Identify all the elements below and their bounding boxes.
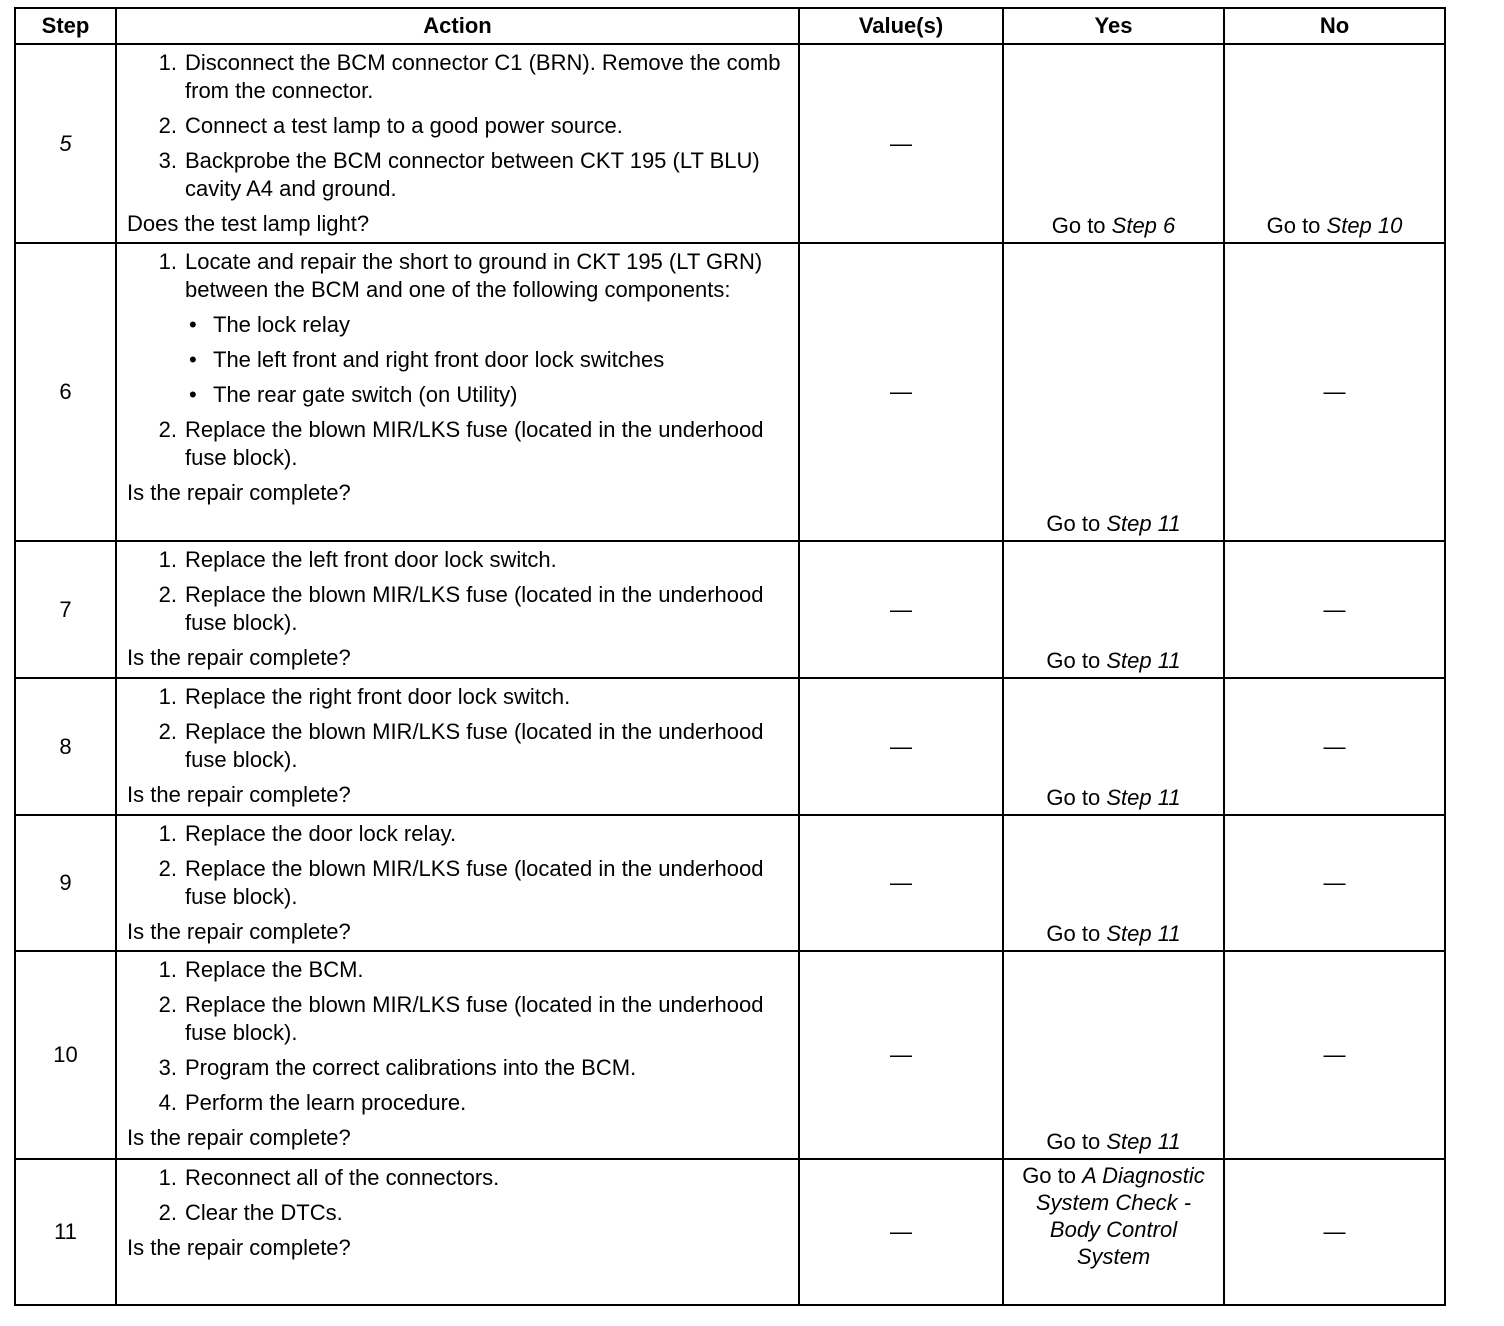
action-item: 1. Reconnect all of the connectors. — [158, 1165, 500, 1190]
action-item: 2. Connect a test lamp to a good power source. — [158, 113, 623, 138]
action-cell — [116, 541, 799, 678]
action-cell — [116, 951, 799, 1159]
action-cell — [116, 243, 799, 541]
yes-cell: Go to Step 11 — [1003, 541, 1224, 678]
yes-link[interactable]: Step 11 — [1106, 785, 1181, 810]
yes-link[interactable]: Step 11 — [1106, 921, 1181, 946]
table-row-step-6 — [15, 243, 1445, 541]
action-question: Is the repair complete? — [127, 645, 351, 670]
action-item: 2. Clear the DTCs. — [158, 1200, 343, 1225]
bullet-icon: • — [189, 382, 197, 407]
value-cell: — — [799, 815, 1003, 951]
header-row — [15, 8, 1445, 44]
yes-cell: Go to Step 11 — [1003, 951, 1224, 1159]
bullet-icon: • — [189, 312, 197, 337]
table-row-step-9 — [15, 815, 1445, 951]
yes-cell: Go to Step 11 — [1003, 243, 1224, 541]
action-item: 1. Disconnect the BCM connector C1 (BRN). Remove the comb from the connector. — [158, 50, 781, 103]
action-item: 1. Replace the door lock relay. — [158, 821, 457, 846]
action-question: Is the repair complete? — [127, 480, 351, 505]
value-cell: — — [799, 541, 1003, 678]
action-item: 1. Replace the BCM. — [158, 957, 364, 982]
action-item: 1. Replace the right front door lock switch. — [158, 684, 571, 709]
action-item: 3. Backprobe the BCM connector between CKT 195 (LT BLU) cavity A4 and ground. — [158, 148, 760, 201]
action-cell — [116, 44, 799, 243]
header-no: No — [1224, 8, 1445, 44]
value-cell: — — [799, 951, 1003, 1159]
table-row-step-7 — [15, 541, 1445, 678]
action-item: 2. Replace the blown MIR/LKS fuse (located in the underhood fuse block). — [158, 417, 764, 470]
step-number: 10 — [15, 951, 116, 1159]
table-row-step-8 — [15, 678, 1445, 815]
action-question: Is the repair complete? — [127, 919, 351, 944]
action-item: 1. Locate and repair the short to ground in CKT 195 (LT GRN) between the BCM and one of the following components: — [158, 249, 763, 302]
yes-cell: Go to Step 6 — [1003, 44, 1224, 243]
value-cell: — — [799, 243, 1003, 541]
header-values: Value(s) — [799, 8, 1003, 44]
action-item: 1. Replace the left front door lock switch. — [158, 547, 557, 572]
step-number: 7 — [15, 541, 116, 678]
action-question: Does the test lamp light? — [127, 211, 370, 236]
action-item: 3. Program the correct calibrations into the BCM. — [158, 1055, 637, 1080]
step-number: 8 — [15, 678, 116, 815]
step-number: 5 — [15, 44, 116, 243]
value-cell: — — [799, 678, 1003, 815]
yes-link[interactable]: A Diagnostic System Check - Body Control System — [1035, 1163, 1205, 1269]
value-cell: — — [799, 1159, 1003, 1305]
header-step: Step — [15, 8, 116, 44]
action-item: 4. Perform the learn procedure. — [158, 1090, 467, 1115]
yes-cell: Go to A Diagnostic System Check - Body Control System — [1003, 1159, 1224, 1305]
action-item: 2. Replace the blown MIR/LKS fuse (located in the underhood fuse block). — [158, 582, 764, 635]
bullet-icon: • — [189, 347, 197, 372]
yes-link[interactable]: Step 11 — [1106, 1129, 1181, 1154]
action-item: 2. Replace the blown MIR/LKS fuse (located in the underhood fuse block). — [158, 856, 764, 909]
no-cell: — — [1224, 678, 1445, 815]
step-number: 6 — [15, 243, 116, 541]
step-number: 9 — [15, 815, 116, 951]
no-cell: Go to Step 10 — [1224, 44, 1445, 243]
yes-link[interactable]: Step 11 — [1106, 511, 1181, 536]
bullet-item: • The left front and right front door lock switches — [183, 346, 790, 374]
yes-cell: Go to Step 11 — [1003, 678, 1224, 815]
no-cell: — — [1224, 1159, 1445, 1305]
step-number: 11 — [15, 1159, 116, 1305]
diagnostic-table — [14, 7, 1446, 1306]
header-action: Action — [116, 8, 799, 44]
action-item: 2. Replace the blown MIR/LKS fuse (located in the underhood fuse block). — [158, 992, 764, 1045]
yes-link[interactable]: Step 6 — [1111, 213, 1176, 238]
header-yes: Yes — [1003, 8, 1224, 44]
no-cell: — — [1224, 243, 1445, 541]
bullet-item: • The rear gate switch (on Utility) — [183, 381, 790, 409]
yes-link[interactable]: Step 11 — [1106, 648, 1181, 673]
action-question: Is the repair complete? — [127, 1125, 351, 1150]
table-row-step-5 — [15, 44, 1445, 243]
yes-cell: Go to Step 11 — [1003, 815, 1224, 951]
action-cell — [116, 678, 799, 815]
action-cell — [116, 1159, 799, 1305]
no-cell: — — [1224, 951, 1445, 1159]
action-question: Is the repair complete? — [127, 782, 351, 807]
table-row-step-11 — [15, 1159, 1445, 1305]
table-row-step-10 — [15, 951, 1445, 1159]
action-question: Is the repair complete? — [127, 1235, 351, 1260]
no-cell: — — [1224, 541, 1445, 678]
bullet-item: • The lock relay — [183, 311, 790, 339]
action-item: 2. Replace the blown MIR/LKS fuse (located in the underhood fuse block). — [158, 719, 764, 772]
action-cell — [116, 815, 799, 951]
value-cell: — — [799, 44, 1003, 243]
no-link[interactable]: Step 10 — [1326, 213, 1403, 238]
no-cell: — — [1224, 815, 1445, 951]
